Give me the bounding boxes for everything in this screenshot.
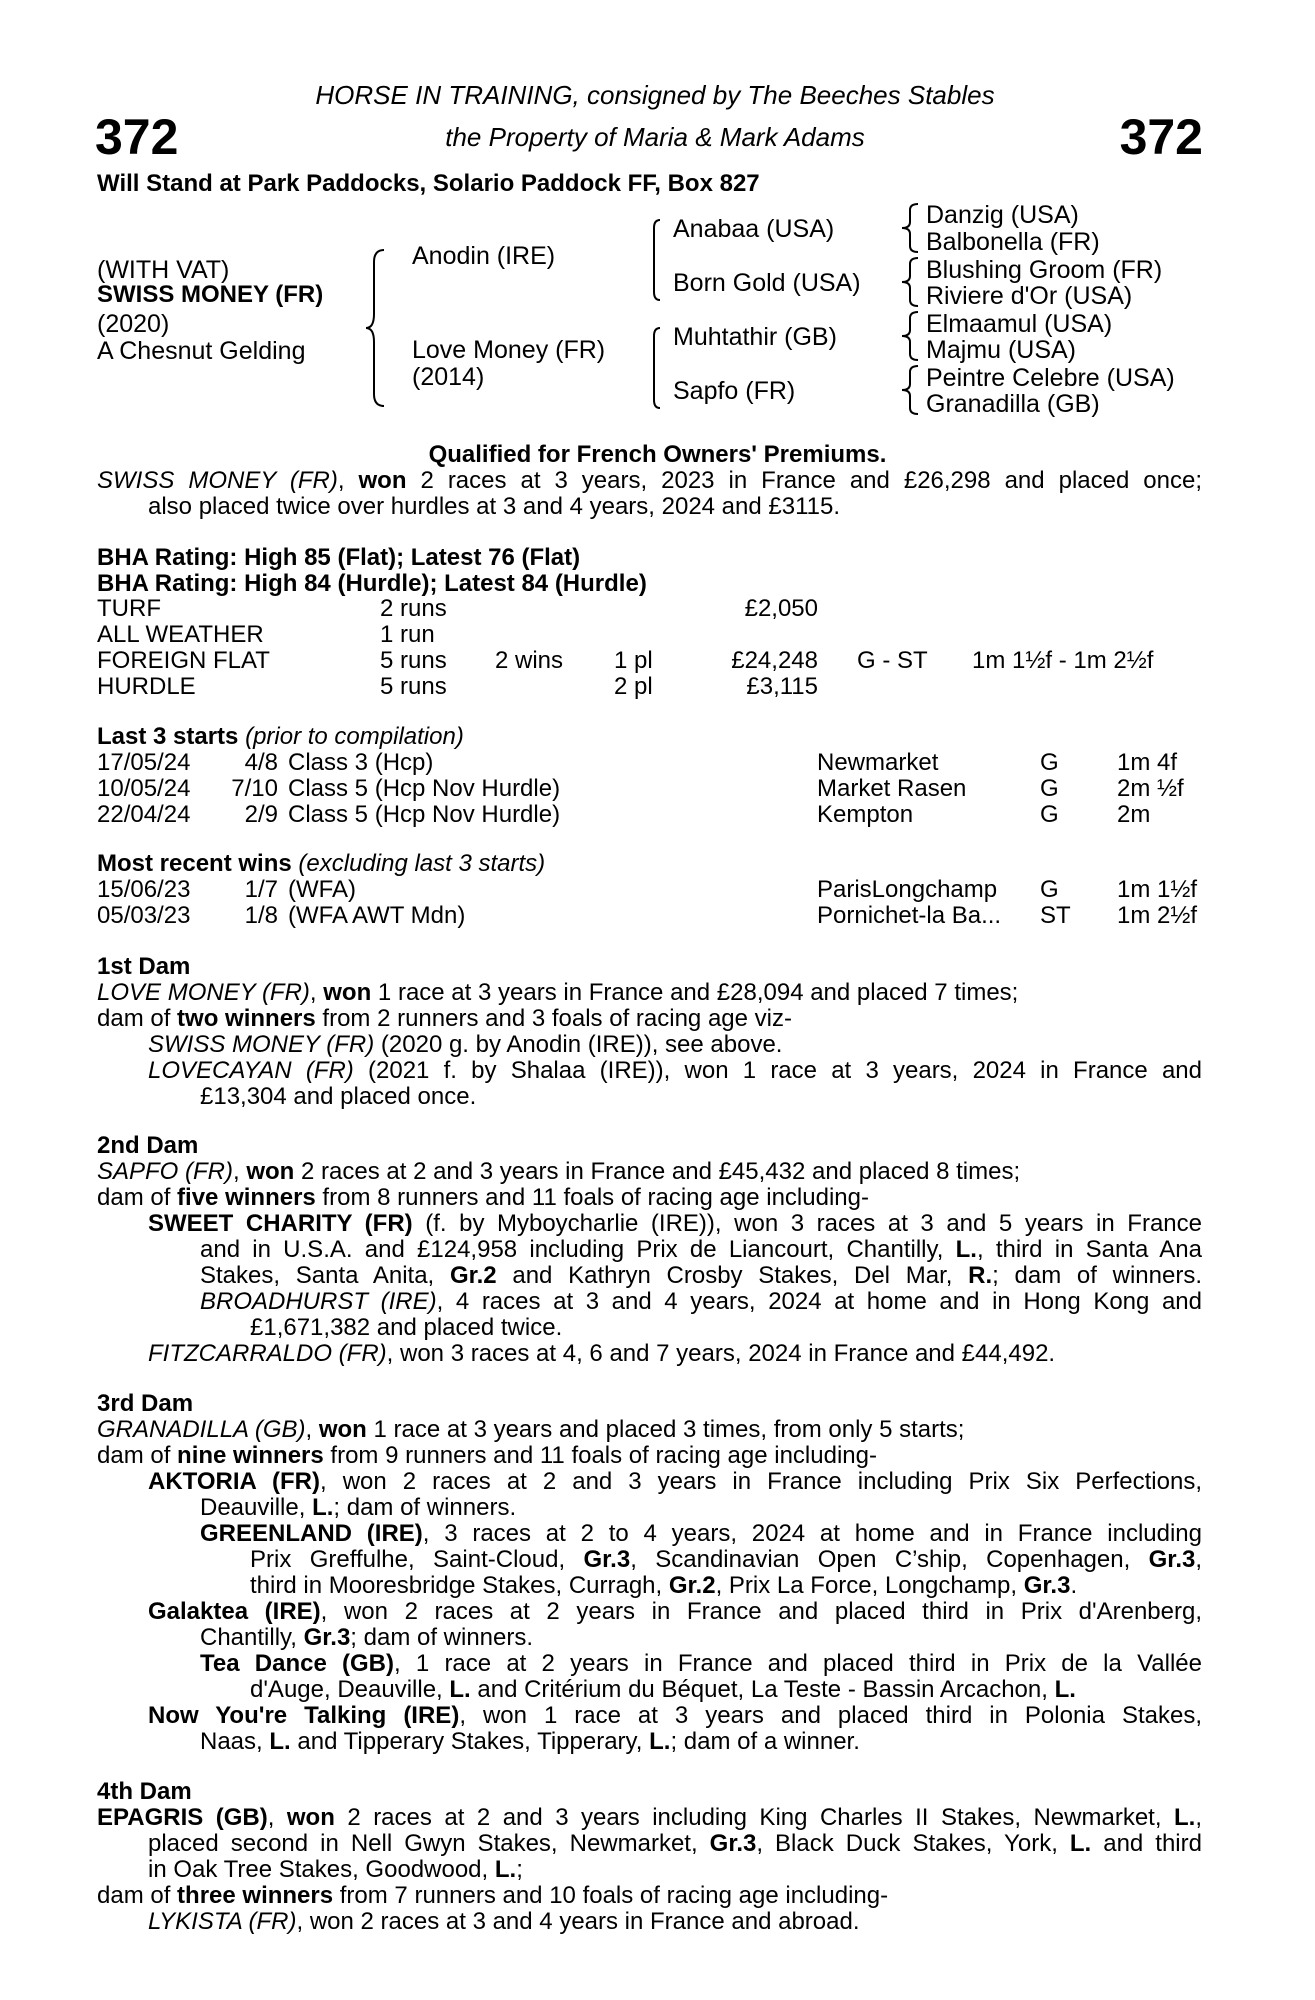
dam2-l6-text: , 4 races at 3 and 4 years, 2024 at home and in Hong Kong and [436,1288,1203,1315]
dam2-dam-of: dam of [97,1184,178,1211]
start-going: G [1040,775,1059,802]
great-grand-1: Danzig (USA) [926,201,1079,229]
horse-description: A Chesnut Gelding [97,337,306,365]
dam4-won: won [286,1804,335,1831]
dam4-l1-text: 2 races at 2 and 3 years including King Charles II Stakes, Newmarket, [334,1804,1174,1831]
win-distance: 1m 2½f [1117,902,1198,929]
dam3-l6-group-2: Gr.3 [1148,1546,1196,1573]
dam2-name: SAPFO (FR) [97,1158,233,1185]
start-date: 22/04/24 [97,801,191,828]
win-course: Pornichet-la Ba... [817,902,1002,929]
dam4-l3-listed: L. [494,1856,517,1883]
bracket-g4 [898,364,922,416]
dam3-l7-text3: . [1070,1572,1078,1599]
record-placed: 2 pl [614,673,653,700]
horse-year: (2020) [97,310,170,338]
dam3-l9-group: Gr.3 [303,1624,351,1651]
bracket-main [366,248,396,408]
dam2-l8-text: , won 3 races at 4, 6 and 7 years, 2024 in France and £44,492. [386,1340,1056,1367]
dam3-line-13 [200,1728,1202,1756]
record-prize: £24,248 [731,647,818,674]
dam3-l10-text: , 1 race at 2 years in France and placed third in Prix de la Vallée [394,1650,1203,1677]
start-position: 2/9 [244,801,278,828]
dam3-l13-listed-2: L. [649,1728,671,1755]
dam4-line-4 [97,1882,1202,1910]
win-date: 15/06/23 [97,876,191,903]
sire-dam: Born Gold (USA) [673,269,861,297]
dam3-l7-group: Gr.2 [668,1572,716,1599]
great-grand-6: Majmu (USA) [926,336,1077,364]
sire-sire: Anabaa (USA) [673,215,835,243]
dam3-l6-text2: , Scandinavian Open C’ship, Copenhagen, [630,1546,1149,1573]
dam2-l5-text: Stakes, Santa Anita, [200,1262,450,1289]
dam3-l11-text2: and Critérium du Béquet, La Teste - Bassin Arcachon, [470,1676,1055,1703]
dam4-l2-text: placed second in Nell Gwyn Stakes, Newmarket, [148,1830,710,1857]
dam3-l13-text3: ; dam of a winner. [670,1728,860,1755]
win-course: ParisLongchamp [817,876,998,903]
record-prize: £3,115 [746,673,818,700]
dam3-l4-text: Deauville, [200,1494,313,1521]
dam1-dam-of: dam of [97,1005,178,1032]
dam2-produce-1-text: (f. by Myboycharlie (IRE)), won 3 races at 3 and 5 years in France [412,1210,1202,1237]
premiums-note: Qualified for French Owners' Premiums. [428,441,887,468]
win-going: ST [1040,902,1071,929]
dam2-l5-text2: and Kathryn Crosby Stakes, Del Mar, [496,1262,969,1289]
great-grand-5: Elmaamul (USA) [926,310,1113,338]
dam2-l5-group: Gr.2 [449,1262,497,1289]
dam2-line-8 [148,1340,1202,1368]
dam2-produce-2: FITZCARRALDO (FR) [148,1340,387,1367]
consignor-line: HORSE IN TRAINING, consigned by The Beeches Stables [315,80,995,110]
dam3-winners: nine winners [177,1442,324,1469]
dam3-name: GRANADILLA (GB) [97,1416,306,1443]
last3-heading [97,723,464,751]
dam1-produce-1: SWISS MONEY (FR) [148,1031,375,1058]
dam3-line-10 [200,1650,1202,1678]
dam: Love Money (FR) [412,336,606,364]
dam1-line-3 [148,1031,1202,1059]
dam3-line-3 [148,1468,1202,1496]
dam4-winners: three winners [177,1882,334,1909]
lot-number-right: 372 [1119,109,1203,165]
dam3-line-4 [200,1494,1202,1522]
dam3-l13-listed: L. [269,1728,291,1755]
dam1-line-5: £13,304 and placed once. [200,1083,477,1110]
dam4-produce-1: LYKISTA (FR) [148,1908,297,1935]
dam4-line-5 [148,1908,1202,1936]
dam3-line-1: GRANADILLA (GB), won 1 race at 3 years and placed 3 times, from only 5 starts; [97,1416,965,1443]
dam2-line-3 [148,1210,1202,1238]
win-going: G [1040,876,1059,903]
dam4-title: 4th Dam [97,1778,192,1805]
win-race: (WFA AWT Mdn) [288,902,466,929]
dam2-l4-text2: , third in Santa Ana [976,1236,1202,1263]
dam3-l6-text3: , [1195,1546,1203,1573]
dam1-winners: two winners [177,1005,316,1032]
dam2-line-6 [200,1288,1202,1316]
dam2-l4-text: and in U.S.A. and £124,958 including Prix de Liancourt, Chantilly, [200,1236,956,1263]
start-course: Kempton [817,801,914,828]
dam2-won: won [246,1158,295,1185]
summary-horse-name: SWISS MONEY (FR) [97,467,338,494]
dam2-grand-produce: BROADHURST (IRE) [200,1288,437,1315]
dam3-produce-2: Galaktea (IRE) [148,1598,321,1625]
record-runs: 1 run [380,621,435,648]
dam1-record: 1 race at 3 years in France and £28,094 and placed 7 times; [371,979,1019,1006]
dam4-l2-group: Gr.3 [709,1830,757,1857]
summary-text-1: 2 races at 3 years, 2023 in France and £26,298 and placed once; [406,467,1203,494]
great-grand-7: Peintre Celebre (USA) [926,364,1175,392]
last3-note: (prior to compilation) [245,723,464,750]
great-grand-3: Blushing Groom (FR) [926,256,1163,284]
dam1-name: LOVE MONEY (FR) [97,979,310,1006]
dam-year: (2014) [412,363,485,391]
record-going: G - ST [857,647,928,674]
start-race: Class 5 (Hcp Nov Hurdle) [288,775,561,802]
dam4-line-3 [148,1856,1202,1884]
start-race: Class 5 (Hcp Nov Hurdle) [288,801,561,828]
dam3-l11-text: d'Auge, Deauville, [250,1676,450,1703]
dam3-l5-text: , 3 races at 2 to 4 years, 2024 at home and in France including [422,1520,1202,1547]
dam-sire: Muhtathir (GB) [673,323,837,351]
dam2-l4-listed: L. [955,1236,977,1263]
start-going: G [1040,749,1059,776]
bracket-g3 [898,310,922,362]
start-date: 10/05/24 [97,775,191,802]
dam2-produce-1: SWEET CHARITY (FR) [148,1210,413,1237]
summary-line-1: SWISS MONEY (FR), won 2 races at 3 years, 2023 in France and £26,298 and placed once; [97,467,1203,494]
dam3-l13-text2: and Tipperary Stakes, Tipperary, [290,1728,650,1755]
dam3-line-5 [200,1520,1202,1548]
dam3-line-8 [148,1598,1202,1626]
record-runs: 2 runs [380,595,447,622]
dam2-l5-text3: ; dam of winners. [992,1262,1202,1289]
dam3-line-9 [200,1624,1202,1652]
dam2-title: 2nd Dam [97,1132,199,1159]
start-position: 7/10 [231,775,278,802]
dam1-line-2 [97,1005,1202,1033]
dam3-l4-text2: ; dam of winners. [333,1494,517,1521]
dam2-foals: from 8 runners and 11 foals of racing age including- [315,1184,869,1211]
dam2-line-5 [200,1262,1202,1290]
bracket-sire [648,218,668,302]
bracket-dam [648,326,668,410]
dam1-won: won [323,979,372,1006]
dam4-line-2 [148,1830,1202,1858]
dam3-line-6 [250,1546,1202,1574]
dam1-produce-2-text: (2021 f. by Shalaa (IRE)), won 1 race at 3 years, 2024 in France and [353,1057,1203,1084]
dam2-record: 2 races at 2 and 3 years in France and £45,432 and placed 8 times; [294,1158,1021,1185]
bracket-g1 [898,202,922,254]
dam2-l5-restricted: R. [968,1262,993,1289]
sire: Anodin (IRE) [412,242,556,270]
recent-wins-note: (excluding last 3 starts) [298,850,546,877]
record-runs: 5 runs [380,647,447,674]
dam3-produce-3: Now You're Talking (IRE) [148,1702,460,1729]
dam3-line-7 [250,1572,1202,1600]
lot-number-left: 372 [95,109,179,165]
dam4-dam-of: dam of [97,1882,178,1909]
dam3-produce-1: AKTORIA (FR) [148,1468,320,1495]
dam3-l6-group: Gr.3 [583,1546,631,1573]
dam3-l7-text: third in Mooresbridge Stakes, Curragh, [250,1572,669,1599]
dam4-l2-text2: , Black Duck Stakes, York, [756,1830,1070,1857]
stand-location: Will Stand at Park Paddocks, Solario Paddock FF, Box 827 [97,170,760,197]
dam3-l6-text: Prix Greffulhe, Saint-Cloud, [250,1546,584,1573]
great-grand-4: Riviere d'Or (USA) [926,282,1133,310]
start-distance: 2m ½f [1117,775,1184,802]
dam3-foals: from 9 runners and 11 foals of racing age including- [323,1442,877,1469]
record-surface: HURDLE [97,673,196,700]
dam3-l7-group-2: Gr.3 [1023,1572,1071,1599]
dam3-grand-produce-2: Tea Dance (GB) [200,1650,395,1677]
start-distance: 1m 4f [1117,749,1178,776]
start-going: G [1040,801,1059,828]
great-grand-8: Granadilla (GB) [926,390,1100,418]
recent-wins-heading [97,850,545,878]
record-surface: ALL WEATHER [97,621,264,648]
dam3-line-12 [148,1702,1202,1730]
dam2-line-4 [200,1236,1202,1264]
start-race: Class 3 (Hcp) [288,749,434,776]
great-grand-2: Balbonella (FR) [926,228,1100,256]
record-surface: FOREIGN FLAT [97,647,270,674]
last3-title: Last 3 starts [97,723,239,750]
record-distance: 1m 1½f - 1m 2½f [972,647,1154,674]
record-wins: 2 wins [495,647,564,674]
rating-flat: BHA Rating: High 85 (Flat); Latest 76 (Flat) [97,544,581,571]
dam1-title: 1st Dam [97,953,191,980]
dam1-foals: from 2 runners and 3 foals of racing age viz- [315,1005,792,1032]
dam3-title: 3rd Dam [97,1390,194,1417]
dam1-produce-1-text: (2020 g. by Anodin (IRE)), see above. [374,1031,783,1058]
dam2-winners: five winners [177,1184,316,1211]
dam3-line-11 [250,1676,1202,1704]
record-runs: 5 runs [380,673,447,700]
summary-won: won [358,467,407,494]
dam1-line-4 [148,1057,1202,1085]
rating-hurdle: BHA Rating: High 84 (Hurdle); Latest 84 (Hurdle) [97,570,647,597]
dam1-line-1: LOVE MONEY (FR), won 1 race at 3 years in France and £28,094 and placed 7 times; [97,979,1019,1006]
win-race: (WFA) [288,876,356,903]
dam4-l2-listed: L. [1069,1830,1092,1857]
start-distance: 2m [1117,801,1151,828]
dam4-l5-text: , won 2 races at 3 and 4 years in France and abroad. [296,1908,860,1935]
start-course: Market Rasen [817,775,967,802]
dam3-l13-text: Naas, [200,1728,270,1755]
dam3-l9-text: Chantilly, [200,1624,304,1651]
win-position: 1/7 [244,876,278,903]
dam3-grand-produce-1: GREENLAND (IRE) [200,1520,423,1547]
dam2-line-7: £1,671,382 and placed twice. [250,1314,563,1341]
bracket-g2 [898,256,922,308]
recent-wins-title: Most recent wins [97,850,292,877]
dam4-l1-text2: , [1195,1804,1202,1831]
dam4-name: EPAGRIS (GB) [97,1804,268,1831]
dam2-line-2 [97,1184,1202,1212]
dam4-line-1: EPAGRIS (GB), won 2 races at 2 and 3 years including King Charles II Stakes, Newmarket, L., [97,1804,1202,1831]
dam-dam: Sapfo (FR) [673,377,796,405]
dam4-foals: from 7 runners and 10 foals of racing age including- [333,1882,889,1909]
dam4-l2-text3: and third [1091,1830,1202,1857]
start-date: 17/05/24 [97,749,191,776]
win-distance: 1m 1½f [1117,876,1198,903]
dam2-line-1: SAPFO (FR), won 2 races at 2 and 3 years in France and £45,432 and placed 8 times; [97,1158,1021,1185]
dam3-dam-of: dam of [97,1442,178,1469]
record-surface: TURF [97,595,161,622]
dam3-won: won [318,1416,367,1443]
dam3-l11-listed-2: L. [1054,1676,1076,1703]
horse-name: SWISS MONEY (FR) [97,281,324,308]
start-position: 4/8 [244,749,278,776]
win-date: 05/03/23 [97,902,191,929]
property-line: the Property of Maria & Mark Adams [445,122,865,152]
record-prize: £2,050 [744,595,818,622]
dam3-l3-text: , won 2 races at 2 and 3 years in France including Prix Six Perfections, [320,1468,1202,1495]
horse-vat: (WITH VAT) [97,256,230,284]
dam3-l9-text2: ; dam of winners. [350,1624,534,1651]
dam3-l12-text: , won 1 race at 3 years and placed third in Polonia Stakes, [459,1702,1202,1729]
dam4-l3-text2: ; [516,1856,523,1883]
dam3-l4-listed: L. [312,1494,334,1521]
dam3-line-2 [97,1442,1202,1470]
record-placed: 1 pl [614,647,653,674]
dam4-l1-listed: L. [1174,1804,1196,1831]
dam3-record: 1 race at 3 years and placed 3 times, from only 5 starts; [366,1416,965,1443]
dam3-l8-text: , won 2 races at 2 years in France and placed third in Prix d'Arenberg, [320,1598,1202,1625]
start-course: Newmarket [817,749,939,776]
dam4-l3-text: in Oak Tree Stakes, Goodwood, [148,1856,495,1883]
win-position: 1/8 [244,902,278,929]
dam3-l11-listed: L. [449,1676,471,1703]
dam3-l7-text2: , Prix La Force, Longchamp, [715,1572,1024,1599]
summary-line-2: also placed twice over hurdles at 3 and 4 years, 2024 and £3115. [148,493,841,520]
dam1-produce-2: LOVECAYAN (FR) [148,1057,354,1084]
